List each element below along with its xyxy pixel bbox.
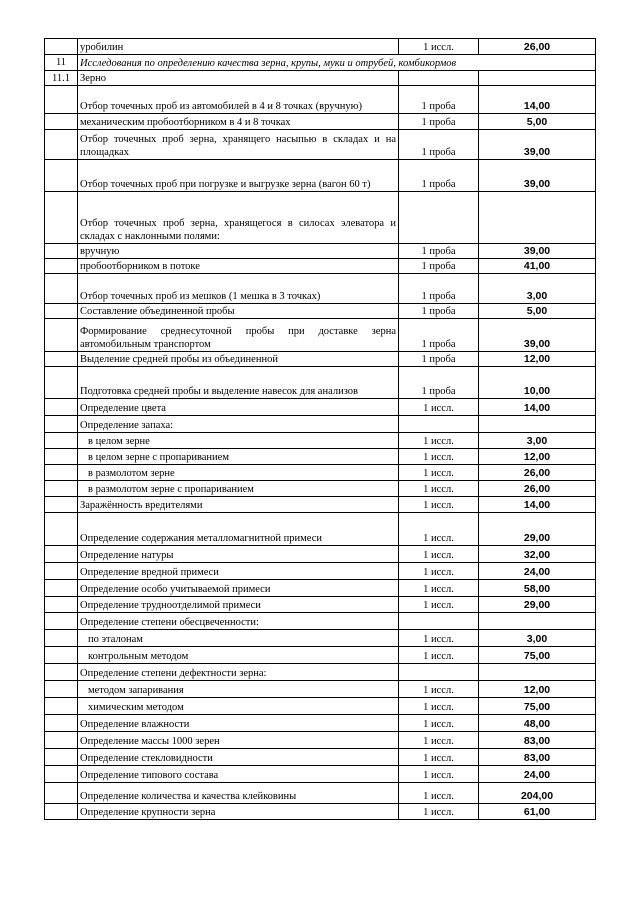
service-name: в целом зерне с пропариванием <box>78 449 399 465</box>
table-row <box>45 783 596 804</box>
price-value <box>479 664 596 681</box>
service-name: Определение количества и качества клейковины <box>78 783 399 804</box>
table-row <box>45 86 596 114</box>
unit-of-measure: 1 иссл. <box>399 433 479 449</box>
unit-of-measure: 1 иссл. <box>399 399 479 416</box>
row-number <box>45 481 78 497</box>
table-row <box>45 497 596 513</box>
table-row <box>45 367 596 399</box>
row-number <box>45 449 78 465</box>
service-name: пробоотборником в потоке <box>78 259 399 274</box>
row-number <box>45 613 78 630</box>
service-name: механическим пробоотборником в 4 и 8 точках <box>78 114 399 130</box>
table-row <box>45 399 596 416</box>
unit-of-measure: 1 иссл. <box>399 39 479 55</box>
table-row <box>45 664 596 681</box>
price-value: 48,00 <box>479 715 596 732</box>
section-title: Исследования по определению качества зерна, крупы, муки и отрубей, комбикормов <box>78 55 596 71</box>
service-name: в размолотом зерне с пропариванием <box>78 481 399 497</box>
unit-of-measure <box>399 416 479 433</box>
subsection-title: Зерно <box>78 71 399 86</box>
row-number <box>45 130 78 160</box>
table-row <box>45 681 596 698</box>
service-name: Отбор точечных проб из мешков (1 мешка в 3 точках) <box>78 274 399 304</box>
price-value: 75,00 <box>479 698 596 715</box>
table-row <box>45 749 596 766</box>
row-number <box>45 698 78 715</box>
table-row <box>45 732 596 749</box>
unit-of-measure <box>399 71 479 86</box>
unit-of-measure: 1 иссл. <box>399 449 479 465</box>
unit-of-measure: 1 иссл. <box>399 804 479 820</box>
table-row <box>45 130 596 160</box>
service-name: Определение влажности <box>78 715 399 732</box>
price-table <box>44 38 596 820</box>
table-row <box>45 481 596 497</box>
row-number <box>45 86 78 114</box>
unit-of-measure: 1 проба <box>399 244 479 259</box>
unit-of-measure: 1 проба <box>399 352 479 367</box>
table-row <box>45 274 596 304</box>
service-name: Определение содержания металломагнитной примеси <box>78 513 399 546</box>
table-row <box>45 465 596 481</box>
row-number <box>45 192 78 244</box>
service-name: Определение вредной примеси <box>78 563 399 580</box>
table-row <box>45 449 596 465</box>
price-value: 24,00 <box>479 766 596 783</box>
unit-of-measure: 1 иссл. <box>399 513 479 546</box>
service-name: Определение запаха: <box>78 416 399 433</box>
row-number <box>45 433 78 449</box>
unit-of-measure: 1 проба <box>399 259 479 274</box>
row-number <box>45 715 78 732</box>
unit-of-measure: 1 иссл. <box>399 597 479 613</box>
service-name: методом запаривания <box>78 681 399 698</box>
row-number <box>45 597 78 613</box>
table-row <box>45 433 596 449</box>
service-name: Определение особо учитываемой примеси <box>78 580 399 597</box>
price-value: 83,00 <box>479 732 596 749</box>
service-name: в размолотом зерне <box>78 465 399 481</box>
row-number <box>45 681 78 698</box>
row-number <box>45 749 78 766</box>
row-number <box>45 497 78 513</box>
service-name: Выделение средней пробы из объединенной <box>78 352 399 367</box>
service-name: контрольным методом <box>78 647 399 664</box>
price-value: 14,00 <box>479 399 596 416</box>
row-number <box>45 732 78 749</box>
service-name: Отбор точечных проб зерна, хранящего насыпью в складах и на площадках <box>78 130 399 160</box>
row-number <box>45 352 78 367</box>
price-value: 32,00 <box>479 546 596 563</box>
price-value: 5,00 <box>479 304 596 319</box>
table-row <box>45 766 596 783</box>
price-value: 12,00 <box>479 681 596 698</box>
row-number <box>45 259 78 274</box>
service-name: Определение натуры <box>78 546 399 563</box>
service-name: Отбор точечных проб при погрузке и выгрузке зерна (вагон 60 т) <box>78 160 399 192</box>
price-value: 12,00 <box>479 449 596 465</box>
subsection-row <box>45 71 596 86</box>
unit-of-measure: 1 проба <box>399 367 479 399</box>
unit-of-measure: 1 проба <box>399 319 479 352</box>
unit-of-measure: 1 иссл. <box>399 481 479 497</box>
price-value <box>479 192 596 244</box>
price-table-body <box>45 39 596 820</box>
unit-of-measure <box>399 192 479 244</box>
price-value: 3,00 <box>479 630 596 647</box>
service-name: Подготовка средней пробы и выделение навесок для анализов <box>78 367 399 399</box>
row-number <box>45 367 78 399</box>
service-name: Составление объединенной пробы <box>78 304 399 319</box>
table-row <box>45 259 596 274</box>
price-value: 12,00 <box>479 352 596 367</box>
price-value: 5,00 <box>479 114 596 130</box>
service-name: по эталонам <box>78 630 399 647</box>
price-value: 3,00 <box>479 274 596 304</box>
unit-of-measure: 1 проба <box>399 114 479 130</box>
price-value <box>479 71 596 86</box>
price-value: 26,00 <box>479 481 596 497</box>
unit-of-measure: 1 проба <box>399 304 479 319</box>
row-number <box>45 580 78 597</box>
table-row <box>45 304 596 319</box>
unit-of-measure: 1 иссл. <box>399 681 479 698</box>
service-name: Формирование среднесуточной пробы при доставке зерна автомобильным транспортом <box>78 319 399 352</box>
table-row <box>45 160 596 192</box>
row-number <box>45 39 78 55</box>
service-name: Определение крупности зерна <box>78 804 399 820</box>
price-value: 29,00 <box>479 597 596 613</box>
table-row <box>45 715 596 732</box>
price-value: 204,00 <box>479 783 596 804</box>
unit-of-measure <box>399 613 479 630</box>
price-value: 24,00 <box>479 563 596 580</box>
unit-of-measure: 1 проба <box>399 160 479 192</box>
row-number <box>45 304 78 319</box>
service-name: Определение степени дефектности зерна: <box>78 664 399 681</box>
row-number <box>45 465 78 481</box>
section-row <box>45 55 596 71</box>
unit-of-measure: 1 иссл. <box>399 497 479 513</box>
price-value: 14,00 <box>479 497 596 513</box>
unit-of-measure: 1 иссл. <box>399 715 479 732</box>
service-name: Определение типового состава <box>78 766 399 783</box>
service-name: Определение массы 1000 зерен <box>78 732 399 749</box>
service-name: вручную <box>78 244 399 259</box>
price-value <box>479 613 596 630</box>
table-row <box>45 804 596 820</box>
unit-of-measure <box>399 664 479 681</box>
service-name: Определение стекловидности <box>78 749 399 766</box>
row-number <box>45 546 78 563</box>
table-row <box>45 39 596 55</box>
table-row <box>45 319 596 352</box>
unit-of-measure: 1 проба <box>399 130 479 160</box>
price-value: 58,00 <box>479 580 596 597</box>
row-number <box>45 647 78 664</box>
price-value: 29,00 <box>479 513 596 546</box>
table-row <box>45 416 596 433</box>
service-name: Отбор точечных проб из автомобилей в 4 и 8 точках (вручную) <box>78 86 399 114</box>
table-row <box>45 546 596 563</box>
unit-of-measure: 1 иссл. <box>399 766 479 783</box>
subsection-number: 11.1 <box>45 71 78 86</box>
price-value: 39,00 <box>479 130 596 160</box>
service-name: Отбор точечных проб зерна, хранящегося в силосах элеватора и складах с наклонными полями: <box>78 192 399 244</box>
table-row <box>45 580 596 597</box>
price-value: 39,00 <box>479 319 596 352</box>
price-value: 26,00 <box>479 465 596 481</box>
price-value: 83,00 <box>479 749 596 766</box>
service-name: химическим методом <box>78 698 399 715</box>
unit-of-measure: 1 иссл. <box>399 563 479 580</box>
price-value: 26,00 <box>479 39 596 55</box>
unit-of-measure: 1 иссл. <box>399 465 479 481</box>
price-value: 75,00 <box>479 647 596 664</box>
row-number <box>45 160 78 192</box>
service-name: Определение трудноотделимой примеси <box>78 597 399 613</box>
unit-of-measure: 1 иссл. <box>399 580 479 597</box>
unit-of-measure: 1 проба <box>399 274 479 304</box>
unit-of-measure: 1 иссл. <box>399 749 479 766</box>
service-name: Заражённость вредителями <box>78 497 399 513</box>
price-value: 41,00 <box>479 259 596 274</box>
service-name: Определение степени обесцвеченности: <box>78 613 399 630</box>
table-row <box>45 352 596 367</box>
row-number <box>45 274 78 304</box>
price-value: 14,00 <box>479 86 596 114</box>
price-value: 3,00 <box>479 433 596 449</box>
unit-of-measure: 1 иссл. <box>399 732 479 749</box>
price-value: 39,00 <box>479 160 596 192</box>
section-number: 11 <box>45 55 78 71</box>
service-name: в целом зерне <box>78 433 399 449</box>
table-row <box>45 513 596 546</box>
service-name: Определение цвета <box>78 399 399 416</box>
table-row <box>45 698 596 715</box>
table-row <box>45 563 596 580</box>
table-row <box>45 613 596 630</box>
table-row <box>45 597 596 613</box>
row-number <box>45 319 78 352</box>
table-row <box>45 647 596 664</box>
table-row <box>45 244 596 259</box>
row-number <box>45 513 78 546</box>
table-row <box>45 114 596 130</box>
table-row <box>45 192 596 244</box>
service-name: уробилин <box>78 39 399 55</box>
unit-of-measure: 1 иссл. <box>399 630 479 647</box>
row-number <box>45 783 78 804</box>
row-number <box>45 244 78 259</box>
unit-of-measure: 1 иссл. <box>399 647 479 664</box>
price-value: 10,00 <box>479 367 596 399</box>
price-value: 39,00 <box>479 244 596 259</box>
table-row <box>45 630 596 647</box>
row-number <box>45 416 78 433</box>
unit-of-measure: 1 иссл. <box>399 698 479 715</box>
row-number <box>45 399 78 416</box>
row-number <box>45 804 78 820</box>
row-number <box>45 664 78 681</box>
unit-of-measure: 1 иссл. <box>399 783 479 804</box>
row-number <box>45 766 78 783</box>
price-value: 61,00 <box>479 804 596 820</box>
unit-of-measure: 1 иссл. <box>399 546 479 563</box>
row-number <box>45 114 78 130</box>
row-number <box>45 630 78 647</box>
unit-of-measure: 1 проба <box>399 86 479 114</box>
row-number <box>45 563 78 580</box>
price-value <box>479 416 596 433</box>
